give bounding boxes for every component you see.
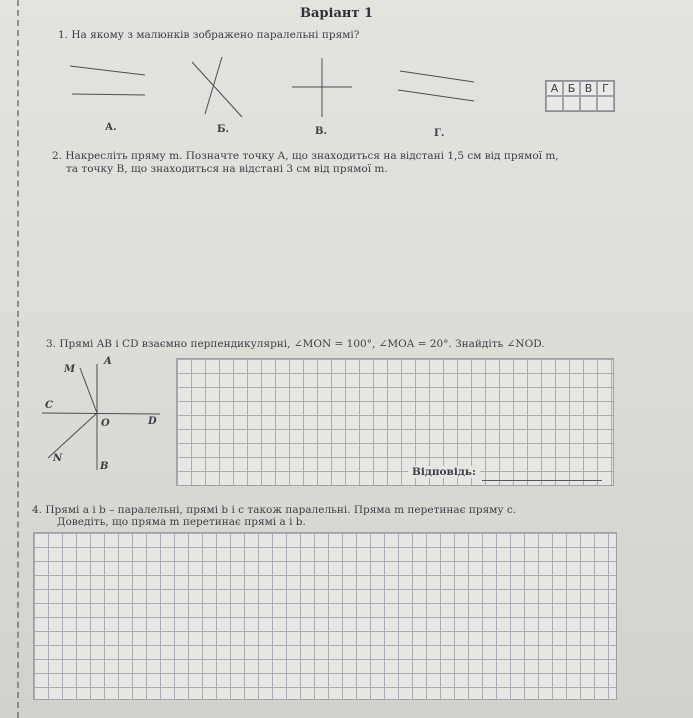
answer-label: Відповідь: xyxy=(408,466,480,478)
figure-v-label: В. xyxy=(315,126,327,137)
figure-b-label: Б. xyxy=(217,124,230,135)
answer-letter-a: А xyxy=(546,81,563,96)
line-cd xyxy=(42,413,160,414)
ray-on xyxy=(48,413,97,458)
point-c-label: C xyxy=(45,400,53,411)
question-2-line-1: 2. Накресліть пряму m. Позначте точку A, що знаходиться на відстані 1,5 см від прямої m, xyxy=(52,150,559,162)
point-o-label: O xyxy=(101,418,110,429)
question-3-grid[interactable] xyxy=(176,358,614,486)
question-4-grid[interactable] xyxy=(33,532,617,700)
point-m-label: M xyxy=(64,364,76,375)
question-3-text: 3. Прямі AB і CD взаємно перпендикулярні, ∠MON = 100°, ∠MOA = 20°. Знайдіть ∠NOD. xyxy=(46,338,545,350)
question-1-text: 1. На якому з малюнків зображено паралельні прямі? xyxy=(58,29,360,41)
answer-letter-b: Б xyxy=(563,81,580,96)
point-b-label: B xyxy=(100,461,109,472)
question-4-line-1: 4. Прямі a і b – паралельні, прямі b і c також паралельні. Пряма m перетинає пряму c. xyxy=(32,504,517,516)
figure-a-label: А. xyxy=(105,122,117,133)
figure-g-label: Г. xyxy=(434,128,445,139)
question-2-line-2: та точку B, що знаходиться на відстані 3 см від прямої m. xyxy=(66,163,388,175)
answer-letter-v: В xyxy=(580,81,597,96)
question-4-line-2: Доведіть, що пряма m перетинає прямі a і b. xyxy=(57,516,306,528)
point-n-label: N xyxy=(53,453,63,464)
page-title: Варіант 1 xyxy=(300,6,374,21)
point-a-label: A xyxy=(104,356,112,367)
answer-line[interactable] xyxy=(482,480,602,481)
point-d-label: D xyxy=(148,416,157,427)
answer-letter-g: Г xyxy=(597,81,614,96)
ray-om xyxy=(80,368,97,413)
